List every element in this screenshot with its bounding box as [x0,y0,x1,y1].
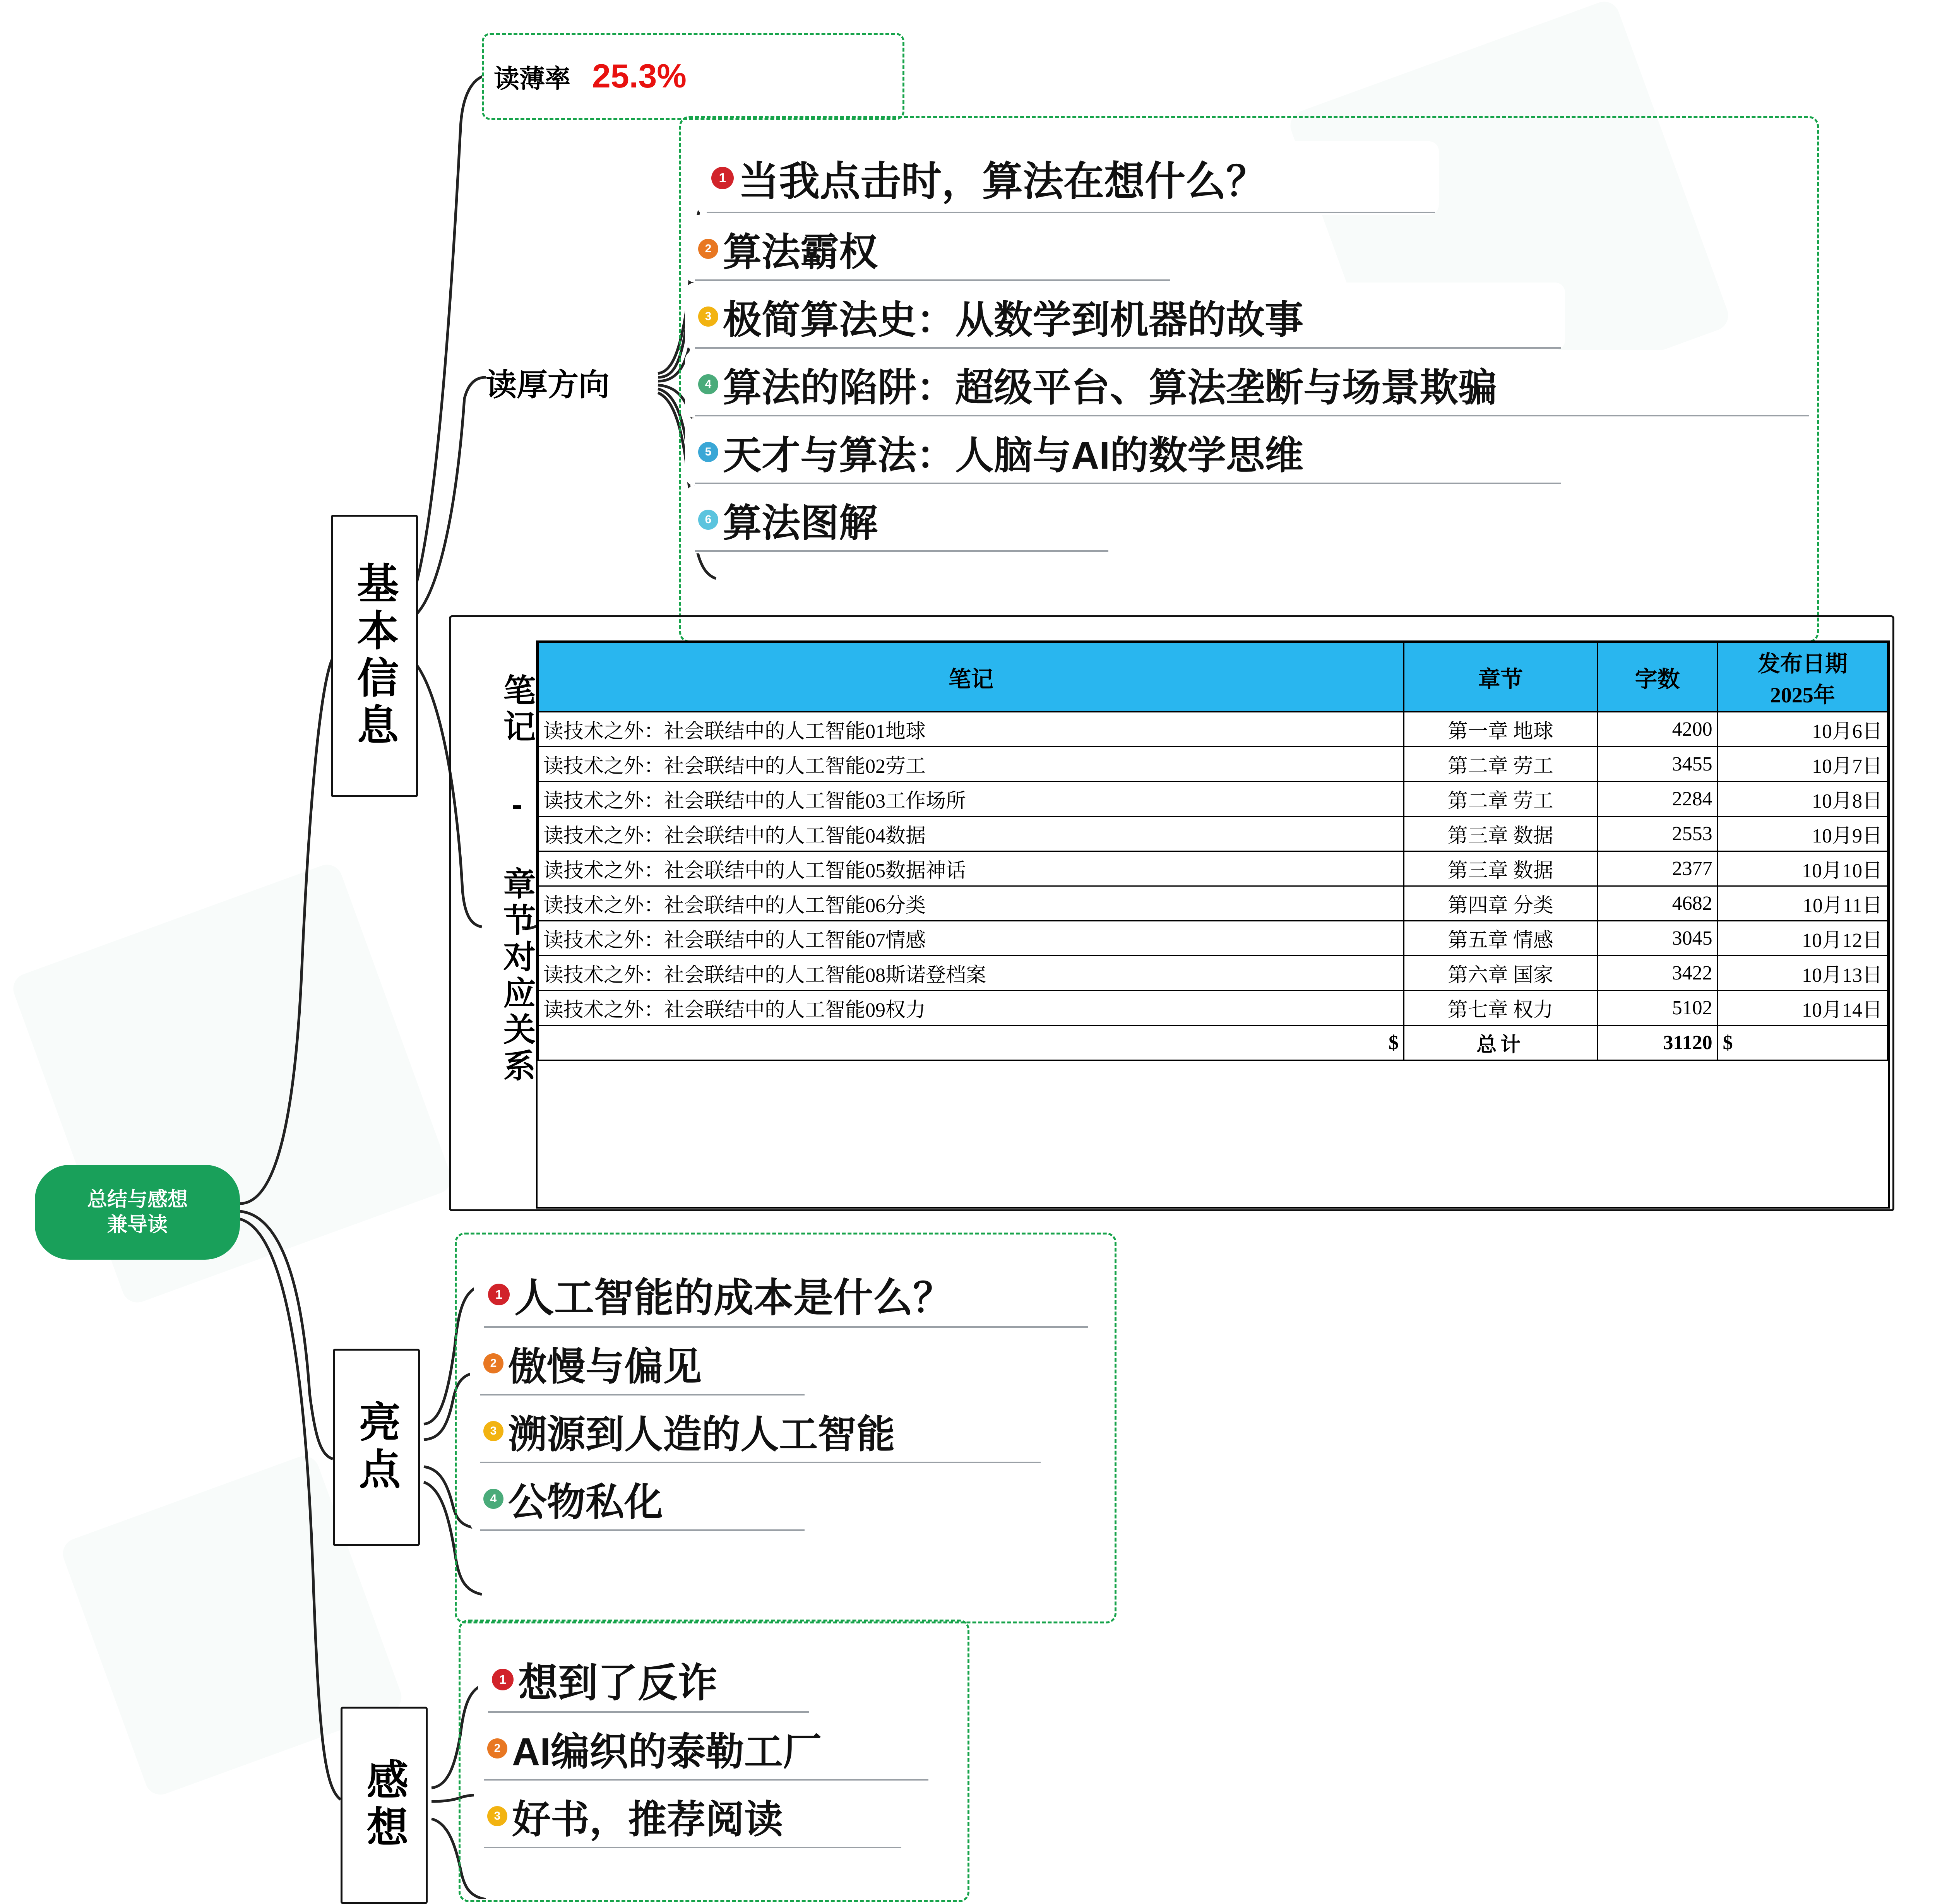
cell-words: 3455 [1597,747,1718,782]
thought-item-2-text: AI编织的泰勒工厂 [512,1730,822,1774]
total-label: 总计 [1404,1026,1598,1060]
row-underline [707,212,1435,213]
item-number-badge: 3 [487,1806,507,1826]
cell-words: 2553 [1597,817,1718,851]
row-underline [480,1529,805,1531]
total-left-symbol: $ [538,1026,1404,1060]
thick-direction-item-2[interactable] [685,215,1174,283]
cell-words: 2377 [1597,851,1718,886]
thick-direction-item-1[interactable] [697,141,1439,215]
table-row [538,747,1888,782]
col-header-note: 笔记 [538,643,1404,712]
branch-basic-info-label: 基本信息 [351,562,398,750]
table-row [538,851,1888,886]
thick-direction-item-3[interactable] [685,283,1565,350]
cell-date: 10月8日 [1718,782,1887,817]
branch-thick-direction[interactable] [486,360,610,404]
thought-item-1[interactable] [478,1645,813,1714]
table-row [538,782,1888,817]
table-header-row [538,643,1888,712]
cell-date: 10月14日 [1718,991,1887,1026]
col-header-date [1718,643,1887,712]
branch-basic-info[interactable] [331,515,418,797]
cell-chapter: 第三章 数据 [1404,851,1598,886]
col-header-words: 字数 [1597,643,1718,712]
table-row [538,921,1888,956]
cell-note: 读技术之外：社会联结中的人工智能04数据 [538,817,1404,851]
highlight-item-3[interactable] [470,1397,1045,1465]
notes-chapter-table[interactable] [536,640,1890,1209]
table-row [538,712,1888,747]
row-underline [695,415,1809,416]
row-underline [480,1394,805,1395]
cell-date: 10月10日 [1718,851,1887,886]
table-row [538,886,1888,921]
cell-note: 读技术之外：社会联结中的人工智能05数据神话 [538,851,1404,886]
root-label-line2: 兼导读 [107,1213,168,1236]
thick-direction-item-1-text: 当我点击时，算法在想什么？ [738,159,1267,204]
item-number-badge: 5 [698,442,718,462]
cell-note: 读技术之外：社会联结中的人工智能06分类 [538,886,1404,921]
item-number-badge: 1 [492,1669,514,1690]
branch-thoughts-label: 感想 [361,1758,408,1853]
table-row [538,991,1888,1026]
col-header-date-main: 发布日期 [1757,651,1848,676]
branch-highlights[interactable] [333,1349,420,1546]
highlight-item-2[interactable] [470,1329,808,1397]
table-row [538,817,1888,851]
cell-date: 10月9日 [1718,817,1887,851]
thick-direction-item-4[interactable] [685,350,1813,418]
thick-direction-item-6[interactable] [685,486,1112,553]
reading-ratio-value: 25.3% [592,58,687,95]
item-number-badge: 1 [711,167,734,189]
item-number-badge: 2 [483,1353,503,1373]
branch-thick-direction-label: 读厚方向 [486,368,610,402]
cell-chapter: 第四章 分类 [1404,886,1598,921]
thought-item-2[interactable] [474,1714,932,1782]
table-total-row [538,1026,1888,1060]
cell-words: 3045 [1597,921,1718,956]
cell-note: 读技术之外：社会联结中的人工智能07情感 [538,921,1404,956]
cell-date: 10月6日 [1718,712,1887,747]
highlight-item-4[interactable] [470,1465,808,1532]
highlight-item-2-text: 傲慢与偏见 [508,1345,702,1389]
cell-date: 10月7日 [1718,747,1887,782]
thick-direction-item-5-text: 天才与算法：人脑与AI的数学思维 [723,433,1303,477]
row-underline [484,1847,901,1848]
branch-highlights-label: 亮点 [353,1400,400,1495]
cell-chapter: 第六章 国家 [1404,956,1598,991]
cell-note: 读技术之外：社会联结中的人工智能08斯诺登档案 [538,956,1404,991]
branch-thoughts[interactable] [341,1707,428,1904]
highlight-item-1-text: 人工智能的成本是什么？ [514,1276,953,1320]
root-node[interactable] [35,1165,240,1260]
thick-direction-item-3-text: 极简算法史：从数学到机器的故事 [723,298,1303,342]
table-row [538,956,1888,991]
cell-chapter: 第二章 劳工 [1404,782,1598,817]
total-right-symbol: $ [1718,1026,1887,1060]
row-underline [480,1462,1041,1463]
cell-note: 读技术之外：社会联结中的人工智能03工作场所 [538,782,1404,817]
thought-item-3[interactable] [474,1782,905,1850]
cell-chapter: 第二章 劳工 [1404,747,1598,782]
row-underline [695,550,1108,552]
cell-words: 3422 [1597,956,1718,991]
thick-direction-item-2-text: 算法霸权 [723,230,878,274]
row-underline [695,347,1561,349]
item-number-badge: 4 [483,1489,503,1509]
highlight-item-4-text: 公物私化 [508,1480,663,1524]
cell-date: 10月11日 [1718,886,1887,921]
col-header-date-sub: 2025年 [1770,683,1835,707]
thick-direction-item-4-text: 算法的陷阱：超级平台、算法垄断与场景欺骗 [723,366,1497,409]
branch-notes-chapter-map-label: 笔记 - 章节对应关系 [499,673,535,1085]
row-underline [695,483,1561,484]
cell-note: 读技术之外：社会联结中的人工智能02劳工 [538,747,1404,782]
cell-words: 5102 [1597,991,1718,1026]
highlight-item-3-text: 溯源到人造的人工智能 [508,1413,895,1456]
cell-chapter: 第五章 情感 [1404,921,1598,956]
item-number-badge: 6 [698,510,718,530]
thought-item-3-text: 好书，推荐阅读 [512,1798,783,1841]
reading-ratio-label: 读薄率 [494,64,570,93]
cell-date: 10月12日 [1718,921,1887,956]
row-underline [484,1326,1088,1328]
reading-ratio-box[interactable] [482,33,904,120]
item-number-badge: 2 [487,1738,507,1758]
row-underline [484,1779,928,1781]
item-number-badge: 2 [698,239,718,259]
cell-words: 4200 [1597,712,1718,747]
table-body [538,712,1888,1060]
total-words: 31120 [1597,1026,1718,1060]
root-label-line1: 总结与感想 [87,1188,188,1211]
thick-direction-item-5[interactable] [685,418,1565,486]
item-number-badge: 1 [488,1284,510,1305]
thought-item-1-text: 想到了反诈 [518,1661,717,1705]
row-underline [488,1711,809,1713]
cell-chapter: 第一章 地球 [1404,712,1598,747]
item-number-badge: 3 [698,306,718,327]
cell-words: 4682 [1597,886,1718,921]
thick-direction-item-6-text: 算法图解 [723,501,878,545]
cell-chapter: 第三章 数据 [1404,817,1598,851]
cell-date: 10月13日 [1718,956,1887,991]
cell-words: 2284 [1597,782,1718,817]
cell-chapter: 第七章 权力 [1404,991,1598,1026]
cell-note: 读技术之外：社会联结中的人工智能01地球 [538,712,1404,747]
item-number-badge: 4 [698,374,718,394]
cell-note: 读技术之外：社会联结中的人工智能09权力 [538,991,1404,1026]
col-header-chapter: 章节 [1404,643,1598,712]
item-number-badge: 3 [483,1421,503,1441]
highlight-item-1[interactable] [474,1260,1092,1329]
row-underline [695,279,1170,281]
